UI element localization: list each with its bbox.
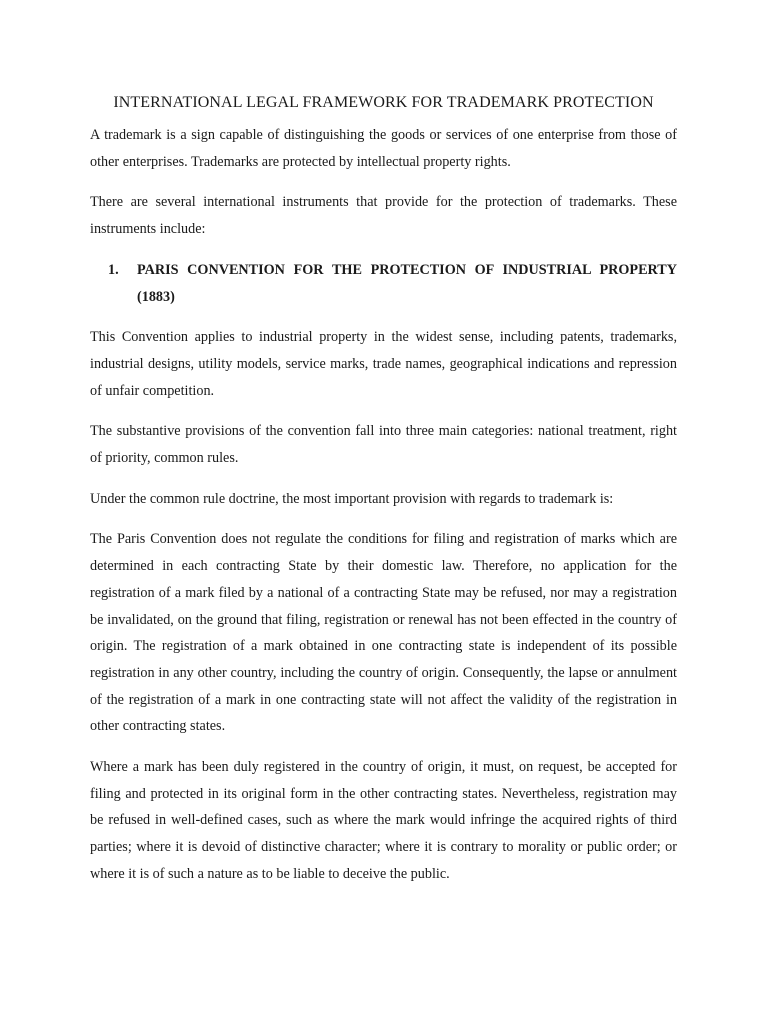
intro-paragraph: There are several international instruments that provide for the protection of trademarks. These instruments include: bbox=[90, 194, 677, 238]
body-paragraph: The substantive provisions of the convention fall into three main categories: national treatment, right of priority, common rules. bbox=[90, 423, 677, 467]
body-paragraph: This Convention applies to industrial property in the widest sense, including patents, trademarks, industrial designs, utility models, service marks, trade names, geographical indications and repression of unfair competition. bbox=[90, 329, 677, 399]
section-number: 1. bbox=[108, 261, 119, 278]
body-paragraph: The Paris Convention does not regulate the conditions for filing and registration of marks which are determined in each contracting State by their domestic law. Therefore, no application for the registration of a mark filed by a national of a contracting State may be refused, nor may a registration be invalidated, on the ground that filing, registration or renewal has not been effected in the country of origin. The registration of a mark obtained in one contracting state is independent of its possible registration in any other country, including the country of origin. Consequently, the lapse or annulment of the registration of a mark in one contracting state will not affect the validity of the registration in other contracting states. bbox=[90, 531, 677, 735]
document-page bbox=[90, 90, 677, 902]
body-paragraph: Where a mark has been duly registered in the country of origin, it must, on request, be accepted for filing and protected in its original form in the other contracting states. Nevertheless, registration may be refused in well-defined cases, such as where the mark would infringe the acquired rights of third parties; where it is devoid of distinctive character; where it is contrary to morality or public order; or where it is of such a nature as to be liable to deceive the public. bbox=[90, 759, 677, 882]
intro-paragraph: A trademark is a sign capable of distinguishing the goods or services of one enterprise from those of other enterprises. Trademarks are protected by intellectual property rights. bbox=[90, 127, 677, 170]
body-paragraph: Under the common rule doctrine, the most important provision with regards to trademark is: bbox=[90, 490, 614, 507]
section-heading-text: PARIS CONVENTION FOR THE PROTECTION OF INDUSTRIAL PROPERTY (1883) bbox=[137, 261, 677, 305]
section-heading bbox=[90, 257, 677, 310]
document-title: INTERNATIONAL LEGAL FRAMEWORK FOR TRADEMARK PROTECTION bbox=[113, 94, 654, 111]
